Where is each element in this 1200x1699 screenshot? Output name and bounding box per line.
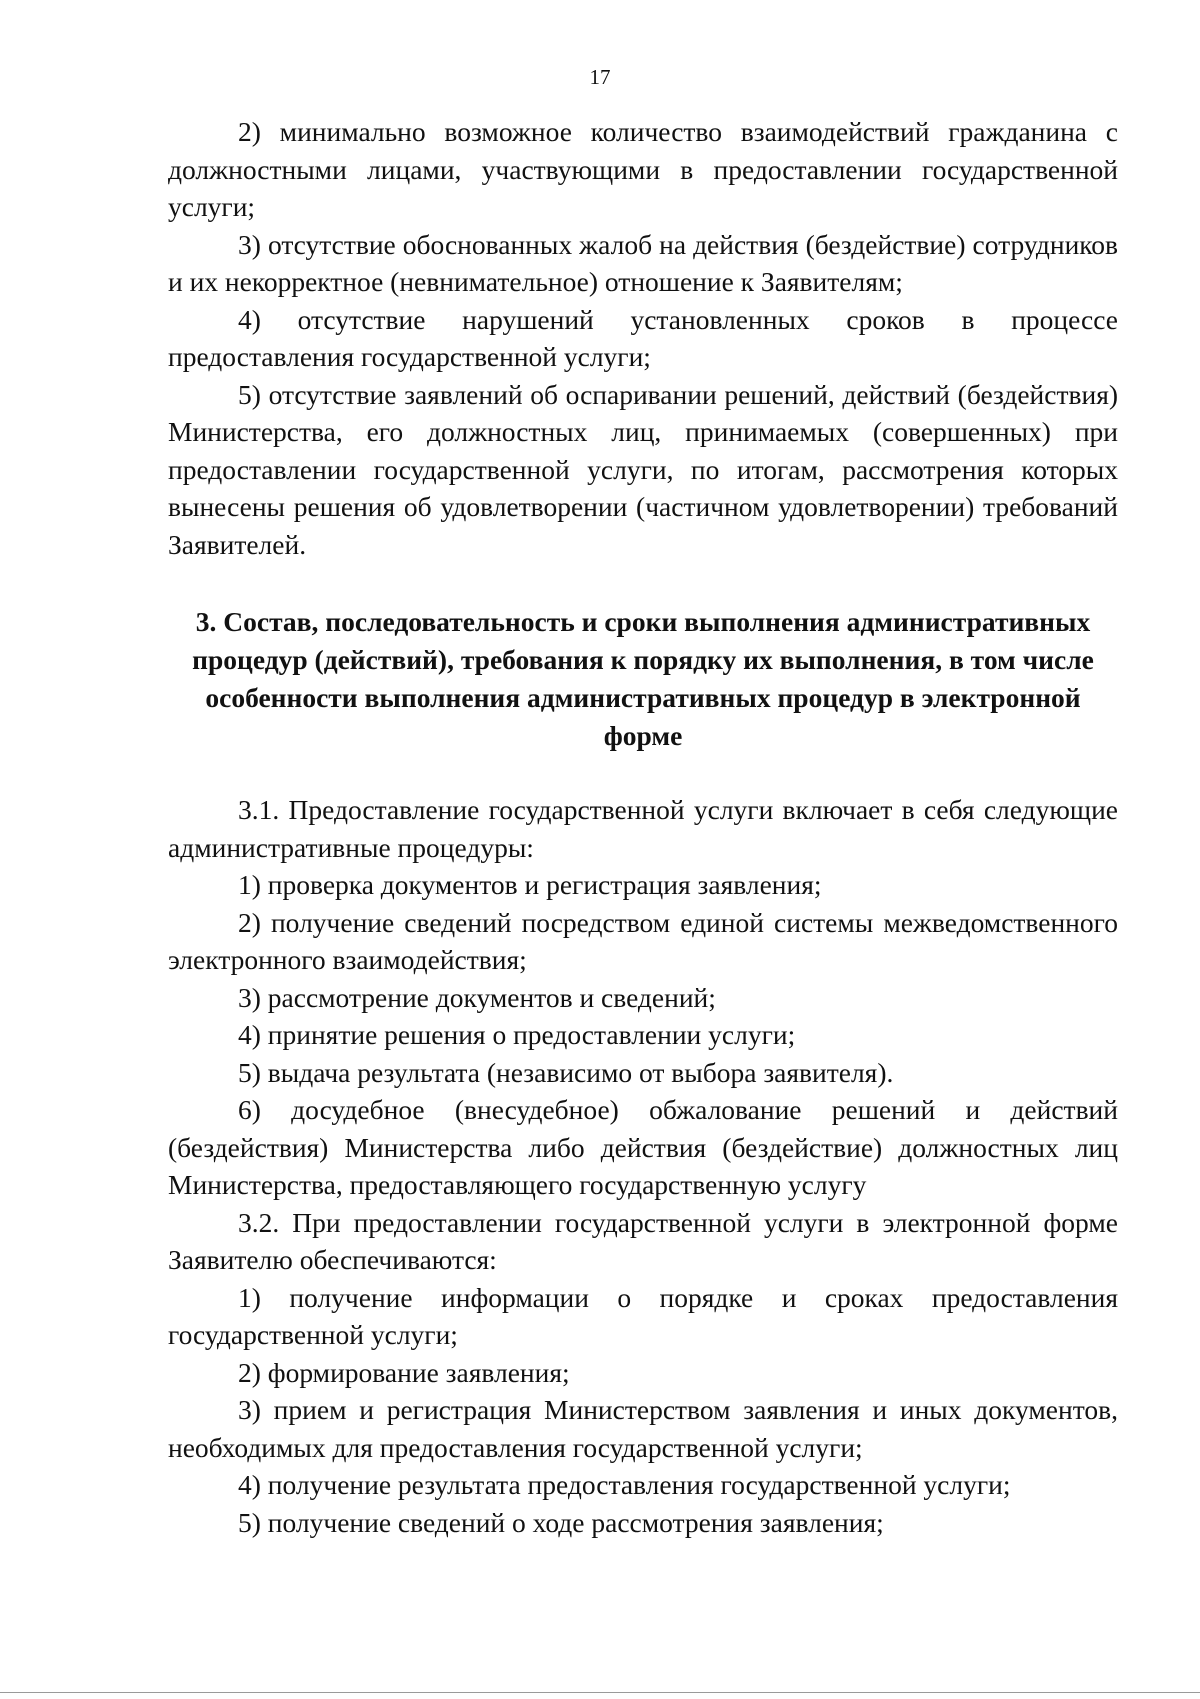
list-item: 5) выдача результата (независимо от выбора заявителя). <box>238 1056 894 1088</box>
paragraph: 3) отсутствие обоснованных жалоб на действия (бездействие) сотрудников и их некорректное (невнимательное) отношение к Заявителям; <box>168 228 1118 297</box>
document-body <box>168 113 1118 1541</box>
paragraph: 4) отсутствие нарушений установленных сроков в процессе предоставления государственной услуги; <box>168 303 1118 372</box>
section-heading: 3. Состав, последовательность и сроки выполнения административных процедур (действий), требования к порядку их выполнения, в том числе особенности выполнения административных процедур в электронной форме <box>192 606 1094 751</box>
scan-edge-line <box>0 1692 1200 1693</box>
list-item: 6) досудебное (внесудебное) обжалование решений и действий (бездействия) Министерства либо действия (бездействие) должностных лиц Министерства, предоставляющего государственную услугу <box>168 1094 1118 1200</box>
list-item: 3) прием и регистрация Министерством заявления и иных документов, необходимых для предоставления государственной услуги; <box>168 1394 1118 1463</box>
paragraph: 5) отсутствие заявлений об оспаривании решений, действий (бездействия) Министерства, его должностных лиц, принимаемых (совершенных) при предоставлении государственной услуги, по итогам, рассмотрения которых вынесены решения об удовлетворении (частичном удовлетворении) требований Заявителей. <box>168 378 1118 560</box>
list-item: 1) получение информации о порядке и сроках предоставления государственной услуги; <box>168 1281 1118 1350</box>
page-number: 17 <box>589 65 611 89</box>
list-item: 1) проверка документов и регистрация заявления; <box>238 869 822 900</box>
paragraph: 3.2. При предоставлении государственной услуги в электронной форме Заявителю обеспечиваются: <box>168 1206 1118 1275</box>
list-item: 4) принятие решения о предоставлении услуги; <box>238 1019 796 1050</box>
list-item: 2) получение сведений посредством единой системы межведомственного электронного взаимодействия; <box>168 906 1118 975</box>
list-item: 5) получение сведений о ходе рассмотрения заявления; <box>238 1506 884 1538</box>
list-item: 4) получение результата предоставления государственной услуги; <box>238 1469 1011 1500</box>
paragraph: 3.1. Предоставление государственной услуги включает в себя следующие административные процедуры: <box>168 794 1118 863</box>
list-item: 3) рассмотрение документов и сведений; <box>238 981 716 1013</box>
paragraph: 2) минимально возможное количество взаимодействий гражданина с должностными лицами, участвующими в предоставлении государственной услуги; <box>168 116 1118 222</box>
list-item: 2) формирование заявления; <box>238 1356 570 1388</box>
